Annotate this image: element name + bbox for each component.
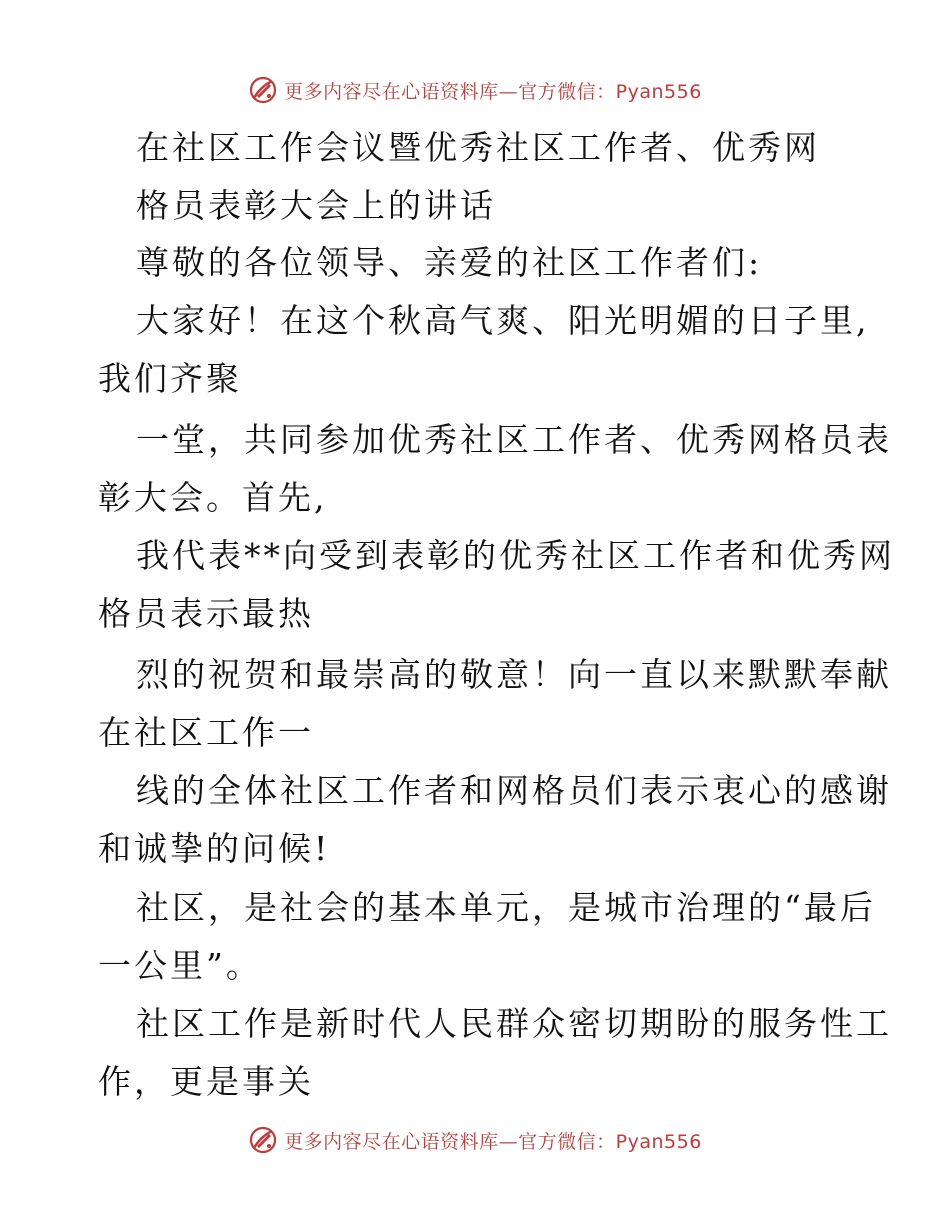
paragraph-line: 社区，是社会的基本单元，是城市治理的“最后 bbox=[136, 888, 876, 927]
paragraph-line: 大家好！在这个秋高气爽、阳光明媚的日子里, bbox=[136, 301, 870, 340]
paragraph-line: 彰大会。首先, bbox=[98, 478, 328, 517]
paragraph-line: 我代表**向受到表彰的优秀社区工作者和优秀网 bbox=[136, 536, 895, 575]
pen-circle-logo-icon bbox=[248, 1125, 278, 1155]
paragraph-line: 一公里”。 bbox=[98, 946, 262, 985]
footer-banner-text bbox=[284, 1127, 702, 1154]
paragraph-line: 一堂，共同参加优秀社区工作者、优秀网格员表 bbox=[136, 420, 892, 459]
header-site-text: 更多内容尽在心语资料库 bbox=[284, 80, 499, 103]
footer-banner bbox=[0, 1120, 950, 1160]
title-line-2: 格员表彰大会上的讲话 bbox=[136, 186, 496, 225]
footer-contact-text: 官方微信：Pyan556 bbox=[518, 1130, 702, 1153]
salutation: 尊敬的各位领导、亲爱的社区工作者们: bbox=[136, 243, 763, 282]
header-dash: — bbox=[498, 80, 519, 103]
footer-dash: — bbox=[498, 1130, 519, 1153]
paragraph-line: 线的全体社区工作者和网格员们表示衷心的感谢 bbox=[136, 771, 892, 810]
paragraph-line: 作，更是事关 bbox=[98, 1062, 314, 1101]
paragraph-line: 在社区工作一 bbox=[98, 713, 314, 752]
title-line-1: 在社区工作会议暨优秀社区工作者、优秀网 bbox=[136, 128, 820, 167]
footer-site-text: 更多内容尽在心语资料库 bbox=[284, 1130, 499, 1153]
paragraph-line: 烈的祝贺和最崇高的敬意！向一直以来默默奉献 bbox=[136, 655, 892, 694]
header-contact-text: 官方微信：Pyan556 bbox=[518, 80, 702, 103]
paragraph-line: 格员表示最热 bbox=[98, 594, 314, 633]
paragraph-line: 社区工作是新时代人民群众密切期盼的服务性工 bbox=[136, 1004, 892, 1043]
paragraph-line: 和诚挚的问候! bbox=[98, 829, 331, 868]
paragraph-line: 我们齐聚 bbox=[98, 359, 242, 398]
